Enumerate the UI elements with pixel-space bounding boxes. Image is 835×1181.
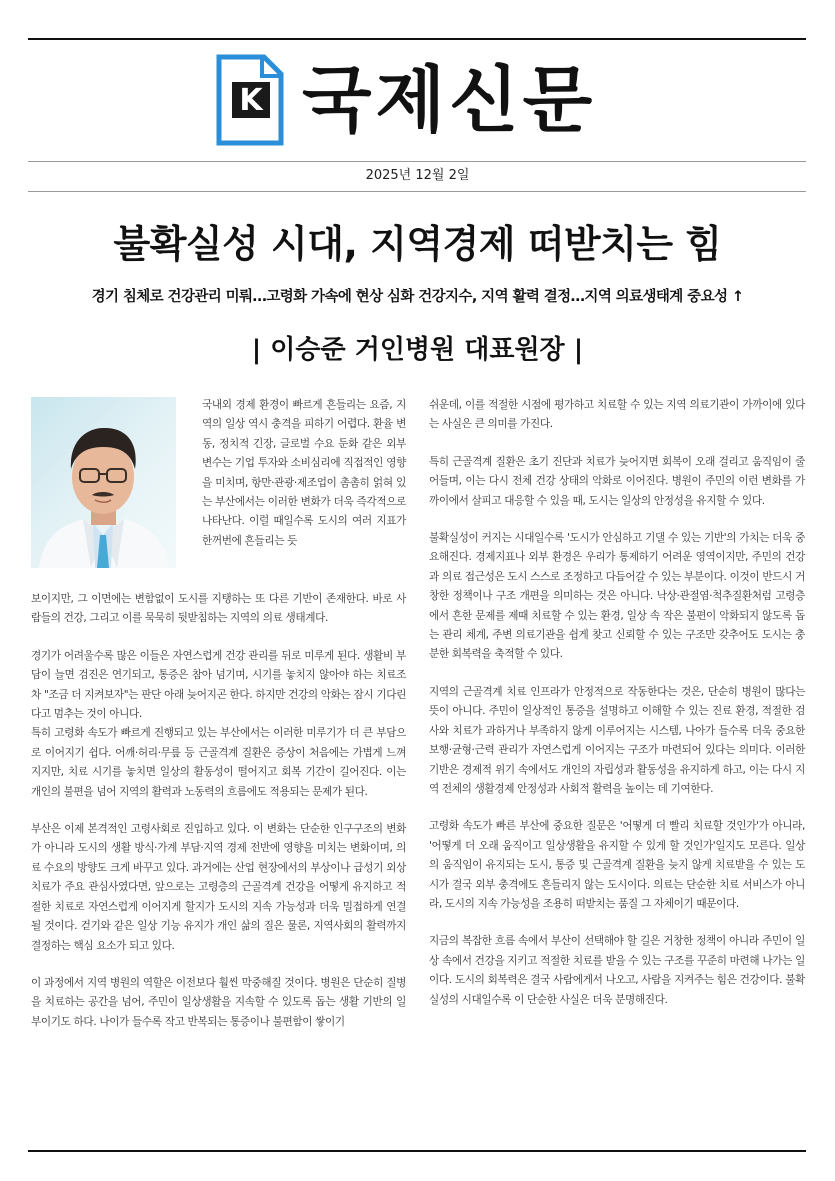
masthead — [216, 52, 596, 148]
divider — [28, 161, 806, 162]
paragraph: 불확실성이 커지는 시대일수록 '도시가 안심하고 기댈 수 있는 기반'의 가치는 더욱 중요해진다. 경제지표나 외부 환경은 우리가 통제하기 어려운 영역이지만, 주민의 건강과 의료 접근성은 도시 스스로 조정하고 다듬어갈 수 있는 부분이다. 이것이 반드시 거창한 정책이나 구조 개편을 의미하는 것은 아니다. 낙상·관절염·척추질환처럼 고령층에서 흔한 문제를 제때 치료할 수 있는 환경, 일상 속 작은 불편이 악화되지 않도록 돕는 관리 체계, 주변 의료기관을 쉽게 찾고 신뢰할 수 있는 구조만 갖추어도 도시는 충분한 회복력을 축적할 수 있다. — [429, 532, 805, 661]
paragraph: 보이지만, 그 이면에는 변함없이 도시를 지탱하는 또 다른 기반이 존재한다. 바로 사람들의 건강, 그리고 이를 묵묵히 뒷받침하는 지역의 의료 생태계다. — [31, 593, 406, 625]
newspaper-logo-icon — [216, 54, 284, 146]
article-left-column — [31, 590, 406, 1050]
top-rule — [28, 38, 806, 40]
headline: 불확실성 시대, 지역경제 떠받치는 힘 — [113, 222, 722, 266]
paragraph: 부산은 이제 본격적인 고령사회로 진입하고 있다. 이 변화는 단순한 인구구조의 변화가 아니라 도시의 생활 방식·가계 부담·지역 경제 전반에 영향을 미치는 변화이며, 의료 수요의 방향도 크게 바꾸고 있다. 과거에는 산업 현장에서의 부상이나 급성기 외상 치료가 주요 관심사였다면, 앞으로는 고령층의 근골격계 건강을 어떻게 유지하고 적절한 치료로 자연스럽게 이어지게 할지가 도시의 지속 가능성과 더욱 밀접하게 연결될 것이다. 걷기와 같은 일상 기능 유지가 개인 삶의 질은 물론, 지역사회의 활력까지 결정하는 핵심 요소가 되고 있다. — [31, 823, 406, 952]
paragraph: 특히 근골격계 질환은 초기 진단과 치료가 늦어지면 회복이 오래 걸리고 움직임이 줄어들며, 이는 다시 전체 건강 상태의 악화로 이어진다. 병원이 주민의 이런 변화를 가까이에서 살피고 대응할 수 있을 때, 도시는 일상의 안정성을 유지할 수 있다. — [429, 455, 805, 507]
article-right-column — [429, 396, 805, 1028]
paragraph: 쉬운데, 이를 적절한 시점에 평가하고 치료할 수 있는 지역 의료기관이 가까이에 있다는 사실은 큰 의미를 가진다. — [429, 399, 805, 431]
author-photo — [31, 397, 176, 568]
paragraph: 경기가 어려울수록 많은 이들은 자연스럽게 건강 관리를 뒤로 미루게 된다. 생활비 부담이 늘면 검진은 연기되고, 통증은 참아 넘기며, 시기를 놓치지 않아야 하는 치료조차 "조금 더 지켜보자"는 판단 아래 늦어지곤 한다. 하지만 건강의 악화는 잠시 기다린다고 멈추는 것이 아니다. — [31, 649, 406, 721]
newspaper-title: 국제신문 — [302, 58, 597, 142]
paragraph: 특히 고령화 속도가 빠르게 진행되고 있는 부산에서는 이러한 미루기가 더 큰 부담으로 이어지기 쉽다. 어깨·허리·무릎 등 근골격계 질환은 증상이 처음에는 가볍게 느껴지지만, 치료 시기를 놓치면 일상의 활동성이 떨어지고 회복 기간이 길어진다. 이는 개인의 불편을 넘어 지역의 활력과 노동력의 흐름에도 적용되는 문제가 된다. — [31, 727, 406, 798]
paragraph: 이 과정에서 지역 병원의 역할은 이전보다 훨씬 막중해질 것이다. 병원은 단순히 질병을 치료하는 공간을 넘어, 주민이 일상생활을 지속할 수 있도록 돕는 생활 기반의 일부이기도 하다. 나이가 들수록 작고 반복되는 통증이나 불편함이 쌓이기 — [31, 976, 406, 1028]
svg-text:K: K — [239, 83, 263, 118]
divider — [28, 191, 806, 192]
byline: | 이승준 거인병원 대표원장 | — [251, 335, 584, 365]
subheadline: 경기 침체로 건강관리 미뤄…고령화 가속에 현상 심화 건강지수, 지역 활력 결정…지역 의료생태계 중요성 ↑ — [91, 289, 744, 305]
issue-date: 2025년 12월 2일 — [365, 168, 470, 183]
bottom-rule — [28, 1150, 806, 1152]
paragraph: 지금의 복잡한 흐름 속에서 부산이 선택해야 할 길은 거창한 정책이 아니라 주민이 일상 속에서 건강을 지키고 적절한 치료를 받을 수 있는 구조를 꾸준히 마련해 나가는 일이다. 도시의 회복력은 결국 사람에게서 나오고, 사람을 지켜주는 힘은 건강이다. 불확실성의 시대일수록 이 단순한 사실은 더욱 분명해진다. — [429, 935, 805, 1006]
article-lead-wrapped: 국내외 경제 환경이 빠르게 흔들리는 요즘, 지역의 일상 역시 충격을 피하기 어렵다. 환율 변동, 정치적 긴장, 글로벌 수요 둔화 같은 외부 변수는 기업 투자와 소비심리에 직접적인 영향을 미치며, 항만·관광·제조업이 촘촘히 얽혀 있는 부산에서는 이러한 변화가 더욱 즉각적으로 나타난다. 이럴 때일수록 도시의 여러 지표가 한꺼번에 흔들리는 듯 — [202, 399, 406, 547]
paragraph: 지역의 근골격계 치료 인프라가 안정적으로 작동한다는 것은, 단순히 병원이 많다는 뜻이 아니다. 주민이 일상적인 통증을 설명하고 이해할 수 있는 진료 환경, 적절한 검사와 치료가 과하거나 부족하지 않게 이루어지는 시스템, 나아가 들수록 더욱 중요한 보행·균형·근력 관리가 자연스럽게 이어지는 구조가 마련되어 있다는 의미다. 이러한 기반은 경제적 위기 속에서도 개인의 자립성과 활동성을 유지하게 하고, 이는 다시 지역 전체의 생활경제 안정성과 사회적 활력을 높이는 데 기여한다. — [429, 685, 805, 795]
paragraph: 고령화 속도가 빠른 부산에 중요한 질문은 '어떻게 더 빨리 치료할 것인가'가 아니라, '어떻게 더 오래 움직이고 일상생활을 유지할 수 있게 할 것인가'일지도 모른다. 일상의 움직임이 유지되는 도시, 통증 및 근골격계 질환을 늦지 않게 치료받을 수 있는 도시가 결국 외부 충격에도 흔들리지 않는 도시이다. 의료는 단순한 치료 서비스가 아니라, 도시의 지속 가능성을 조용히 떠받치는 품질 그 자체이기 때문이다. — [429, 820, 805, 910]
